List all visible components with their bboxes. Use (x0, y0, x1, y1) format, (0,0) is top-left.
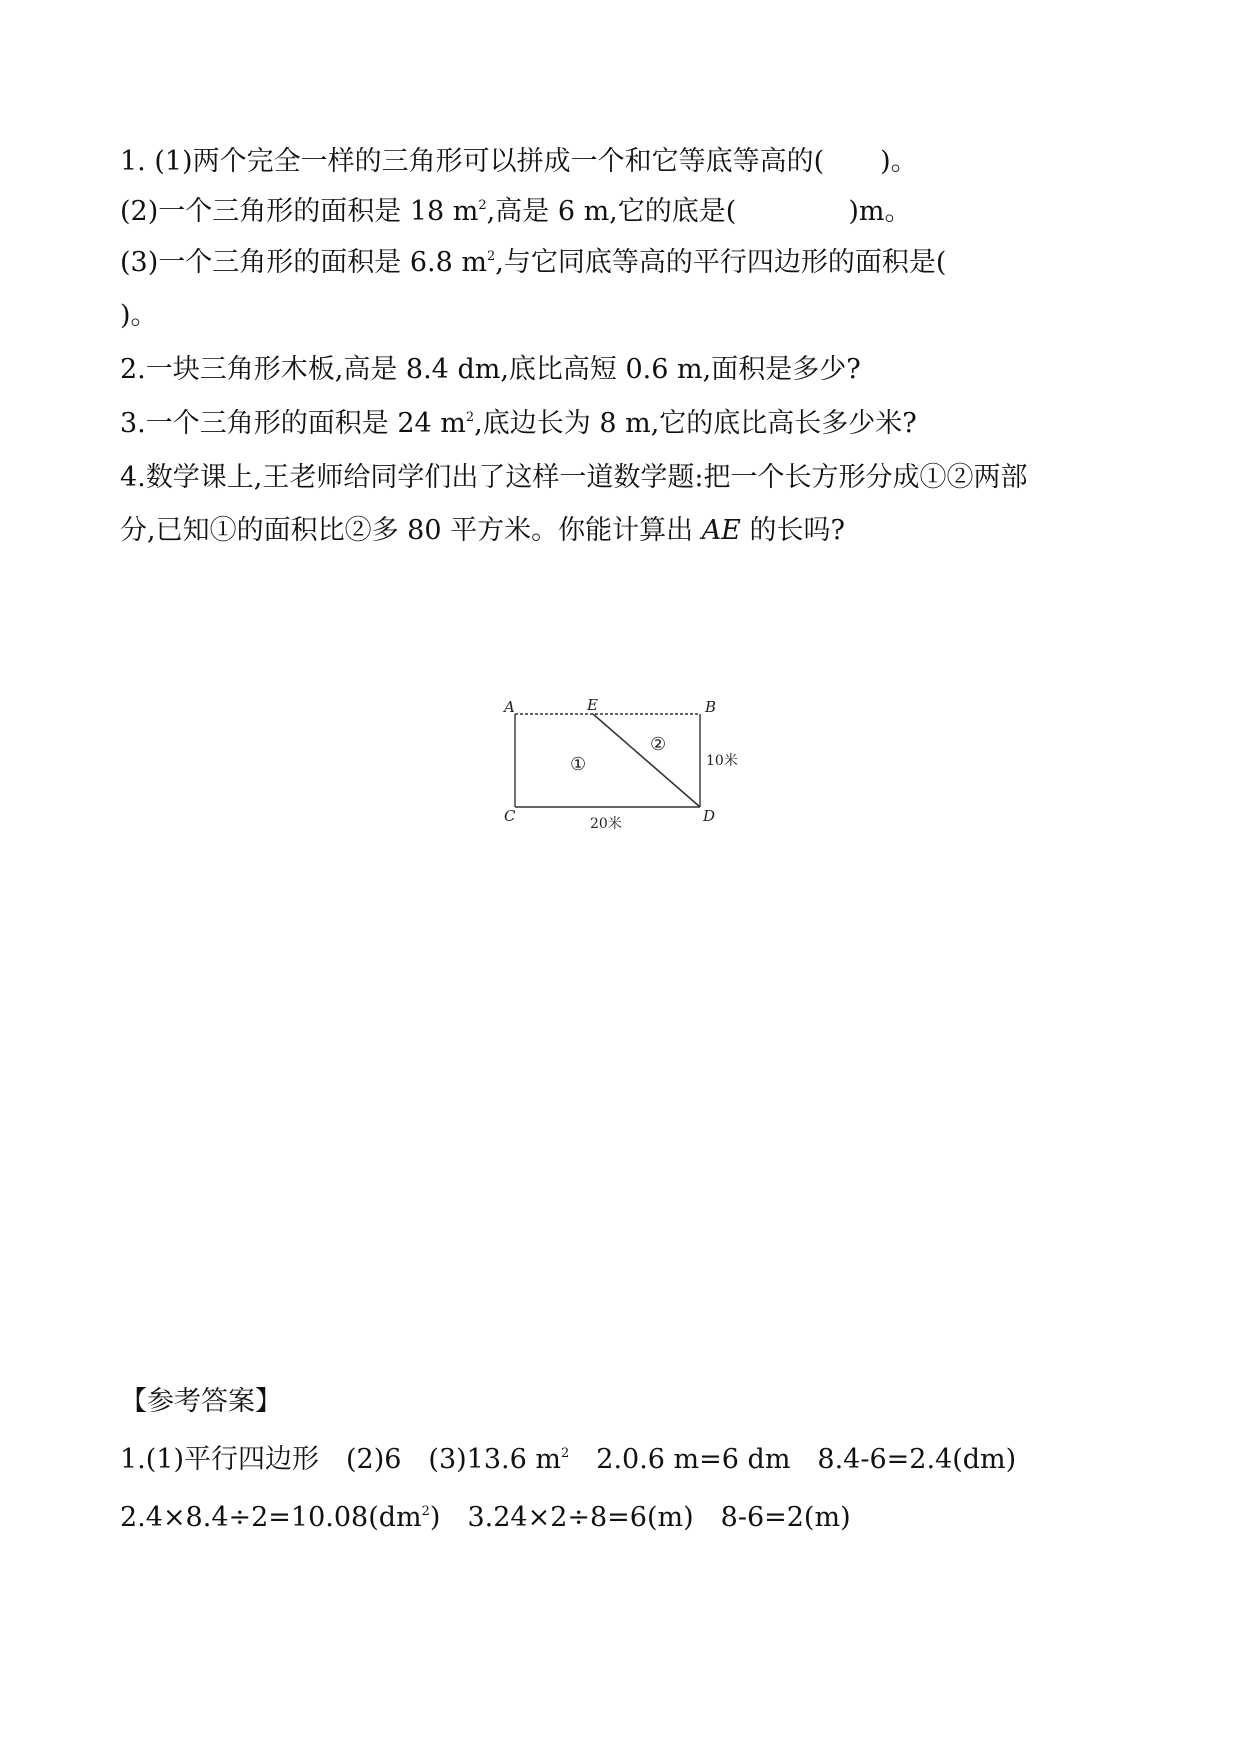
q1-p2-tail: )m。 (848, 196, 912, 227)
answer-heading (120, 1382, 1141, 1422)
question-2 (120, 350, 1141, 390)
q1-p3-tail: ,与它同底等高的平行四边形的面积是( (495, 247, 947, 278)
superscript: 2 (560, 1446, 570, 1461)
superscript: 2 (478, 198, 487, 213)
question-1-part-3 (120, 243, 1141, 283)
superscript: 2 (486, 249, 496, 264)
rectangle-figure (490, 692, 760, 832)
q1-p1-tail: )。 (880, 146, 918, 177)
question-1-part-1 (120, 142, 1141, 182)
point-d-label: D (703, 807, 716, 825)
answer-line-1 (120, 1440, 1141, 1480)
answer-text: ) 3.24×2÷8=6(m) 8-6=2(m) (429, 1502, 851, 1533)
bottom-length-label: 20米 (590, 816, 622, 832)
question-3 (120, 404, 1141, 444)
superscript: 2 (421, 1504, 430, 1519)
point-b-label: B (705, 698, 717, 716)
answer-text: 2.4×8.4÷2=10.08(dm (120, 1502, 422, 1533)
diagonal-ed (593, 714, 700, 807)
point-e-label: E (587, 696, 598, 714)
q3-tail: ,底边长为 8 m,它的底比高长多少米? (474, 408, 917, 439)
question-1-part-3-cont (120, 296, 1141, 336)
question-4-line-1 (120, 458, 1141, 498)
region-1-label: ① (570, 754, 587, 775)
q1-p2-mid: ,高是 6 m,它的底是( (486, 196, 737, 227)
q2-text: 2.一块三角形木板,高是 8.4 dm,底比高短 0.6 m,面积是多少? (120, 354, 861, 385)
q1-p1-text: 1. (1)两个完全一样的三角形可以拼成一个和它等底等高的( (120, 146, 825, 177)
q3-text: 3.一个三角形的面积是 24 m (120, 408, 466, 439)
q1-p3-close: )。 (120, 300, 158, 331)
question-4-line-2 (120, 511, 1141, 551)
segment-ae-label: AE (701, 515, 741, 546)
side-length-label: 10米 (706, 753, 738, 769)
superscript: 2 (465, 410, 475, 425)
q4-tail: 的长吗? (740, 515, 845, 546)
question-1-part-2 (120, 192, 1141, 232)
q1-p3-text: (3)一个三角形的面积是 6.8 m (120, 247, 487, 278)
answer-heading-text: 【参考答案】 (120, 1386, 282, 1417)
answer-text: 1.(1)平行四边形 (2)6 (3)13.6 m (120, 1444, 561, 1475)
answer-line-2 (120, 1498, 1141, 1538)
point-c-label: C (504, 807, 516, 825)
q1-p2-text: (2)一个三角形的面积是 18 m (120, 196, 479, 227)
q4-text: 4.数学课上,王老师给同学们出了这样一道数学题:把一个长方形分成①②两部 (120, 462, 1028, 493)
q4-text-2: 分,已知①的面积比②多 80 平方米。你能计算出 (120, 515, 702, 546)
answer-text: 2.0.6 m=6 dm 8.4-6=2.4(dm) (569, 1444, 1017, 1475)
region-2-label: ② (650, 734, 667, 755)
point-a-label: A (504, 698, 515, 716)
